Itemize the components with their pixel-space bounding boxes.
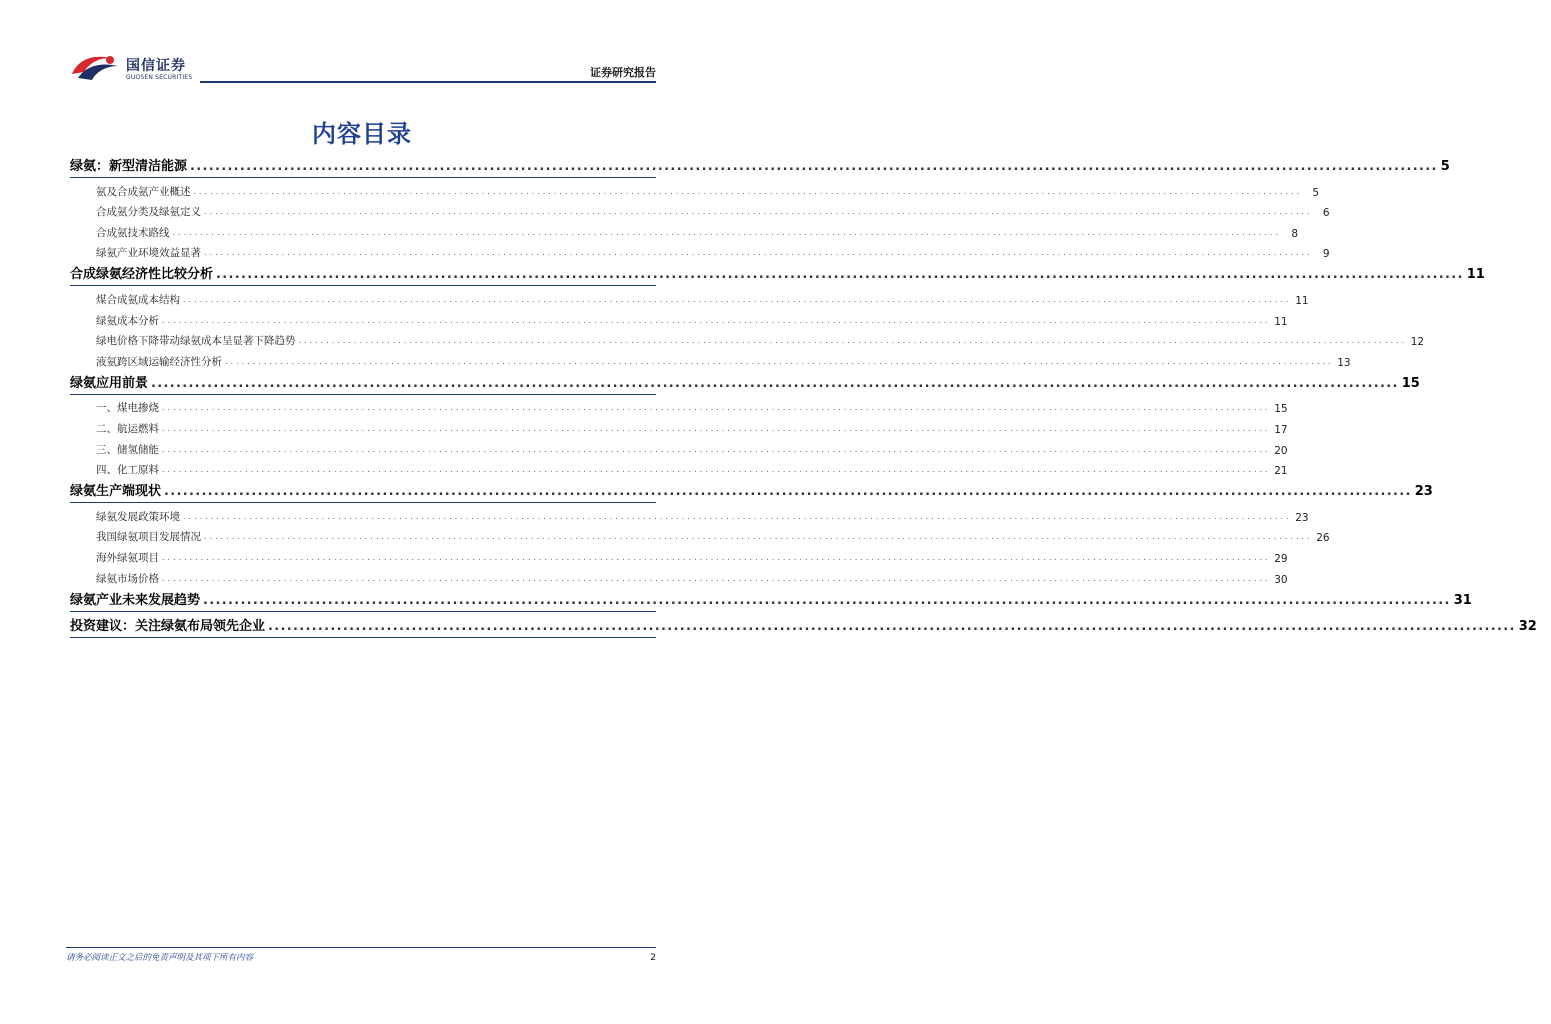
- toc-subsection-page: 13: [1337, 356, 1351, 369]
- toc-section-title: 绿氨产业未来发展趋势: [70, 592, 201, 608]
- toc-subsection-title: 三、储氢储能: [96, 443, 159, 456]
- toc-section-entry[interactable]: [70, 263, 1485, 286]
- footer-divider: [66, 947, 656, 948]
- toc-section-page: 11: [1466, 267, 1485, 283]
- guosen-logo-icon: [70, 52, 122, 82]
- toc-subsection-title: 海外绿氨项目: [96, 551, 159, 564]
- toc-leader-dots: ........................................................................................................................................................................................................: [204, 532, 1313, 542]
- toc-subsection-entry[interactable]: [70, 565, 1288, 586]
- toc-leader-dots: ........................................................................................................................................................................................................: [162, 403, 1271, 413]
- toc-subsection-entry[interactable]: [70, 286, 1309, 307]
- toc-title: 内容目录: [312, 120, 412, 148]
- toc-leader-dots: ........................................................................................................................................................................................................: [204, 207, 1313, 217]
- toc-leader-dots: ........................................................................................................................................................................................................: [204, 248, 1313, 258]
- toc-subsection-entry[interactable]: [70, 307, 1288, 328]
- disclaimer-note: 请务必阅读正文之后的免责声明及其项下所有内容: [66, 953, 254, 963]
- report-type-label: 证券研究报告: [590, 66, 656, 79]
- toc-subsection-entry[interactable]: [70, 436, 1288, 457]
- toc-section-page: 15: [1401, 375, 1420, 391]
- toc-section-page: 23: [1414, 484, 1433, 500]
- toc-subsection-page: 11: [1274, 315, 1288, 328]
- toc-subsection-page: 6: [1322, 207, 1330, 220]
- toc-subsection-page: 30: [1274, 573, 1288, 586]
- toc-subsection-title: 绿氨产业环境效益显著: [96, 247, 201, 260]
- toc-subsection-entry[interactable]: [70, 328, 1425, 349]
- toc-section-entry[interactable]: [70, 615, 1537, 638]
- toc-section-page: 31: [1453, 592, 1472, 608]
- toc-subsection-entry[interactable]: [70, 178, 1320, 199]
- toc-leader-dots: ........................................................................................................................................................................................................: [162, 465, 1271, 475]
- toc-subsection-page: 8: [1291, 227, 1299, 240]
- toc-leader-dots: ........................................................................................................................................................................................................: [162, 315, 1271, 325]
- toc-leader-dots: ........................................................................................................................................................................................................: [162, 552, 1271, 562]
- toc-subsection-page: 12: [1410, 336, 1425, 349]
- toc-subsection-title: 绿氨成本分析: [96, 314, 159, 327]
- toc-subsection-title: 合成氨分类及绿氨定义: [96, 206, 201, 219]
- table-of-contents: [70, 152, 1537, 638]
- toc-subsection-title: 氨及合成氨产业概述: [96, 185, 191, 198]
- toc-leader-dots: ........................................................................................................................................................................................................: [268, 618, 1516, 634]
- toc-section-title: 绿氨：新型清洁能源: [70, 159, 188, 174]
- toc-subsection-title: 绿氨市场价格: [96, 572, 159, 585]
- toc-leader-dots: ........................................................................................................................................................................................................: [183, 511, 1292, 521]
- toc-leader-dots: ........................................................................................................................................................................................................: [298, 336, 1408, 346]
- toc-section-page: 32: [1518, 618, 1537, 634]
- toc-subsection-entry[interactable]: [70, 524, 1330, 545]
- toc-subsection-title: 一、煤电掺烧: [96, 402, 159, 415]
- toc-subsection-title: 二、航运燃料: [96, 422, 159, 435]
- toc-section-entry[interactable]: [70, 480, 1433, 503]
- toc-subsection-entry[interactable]: [70, 199, 1330, 220]
- toc-section-title: 投资建议：关注绿氨布局领先企业: [70, 618, 266, 634]
- header-divider: [200, 81, 656, 83]
- toc-leader-dots: ........................................................................................................................................................................................................: [203, 592, 1451, 608]
- toc-section-entry[interactable]: [70, 372, 1420, 395]
- toc-subsection-title: 我国绿氨项目发展情况: [96, 531, 201, 544]
- toc-leader-dots: ........................................................................................................................................................................................................: [225, 356, 1334, 366]
- toc-section-title: 绿氨生产端现状: [70, 484, 162, 500]
- logo-english-name: GUOSEN SECURITIES: [126, 74, 193, 81]
- page-number: 2: [650, 953, 656, 963]
- toc-subsection-title: 煤合成氨成本结构: [96, 293, 180, 306]
- toc-subsection-page: 23: [1295, 511, 1309, 524]
- toc-subsection-title: 液氨跨区域运输经济性分析: [96, 355, 222, 368]
- toc-subsection-page: 29: [1274, 552, 1288, 565]
- toc-subsection-page: 15: [1274, 403, 1288, 416]
- toc-leader-dots: ........................................................................................................................................................................................................: [164, 484, 1412, 500]
- toc-subsection-entry[interactable]: [70, 240, 1330, 261]
- toc-subsection-group: [70, 503, 1330, 586]
- toc-subsection-title: 绿氨发展政策环境: [96, 510, 180, 523]
- toc-leader-dots: ........................................................................................................................................................................................................: [216, 267, 1464, 283]
- toc-subsection-title: 四、化工原料: [96, 464, 159, 477]
- toc-section-entry[interactable]: [70, 589, 1472, 612]
- toc-section-entry[interactable]: [70, 155, 1450, 178]
- toc-subsection-page: 20: [1274, 444, 1288, 457]
- toc-leader-dots: ........................................................................................................................................................................................................: [162, 573, 1271, 583]
- toc-leader-dots: ........................................................................................................................................................................................................: [162, 444, 1271, 454]
- guosen-logo: [70, 50, 270, 84]
- toc-subsection-title: 合成氨技术路线: [96, 226, 170, 239]
- toc-subsection-page: 21: [1274, 465, 1288, 478]
- toc-leader-dots: ........................................................................................................................................................................................................: [190, 159, 1438, 174]
- toc-subsection-entry[interactable]: [70, 457, 1288, 478]
- toc-subsection-entry[interactable]: [70, 503, 1309, 524]
- toc-subsection-group: [70, 286, 1425, 369]
- toc-subsection-group: [70, 395, 1288, 478]
- toc-subsection-entry[interactable]: [70, 544, 1288, 565]
- toc-subsection-group: [70, 178, 1330, 261]
- toc-subsection-entry[interactable]: [70, 395, 1288, 416]
- toc-leader-dots: ........................................................................................................................................................................................................: [162, 423, 1271, 433]
- page-header: [70, 50, 656, 86]
- toc-leader-dots: ........................................................................................................................................................................................................: [193, 186, 1303, 196]
- toc-subsection-entry[interactable]: [70, 415, 1288, 436]
- toc-subsection-page: 5: [1312, 186, 1320, 199]
- toc-subsection-title: 绿电价格下降带动绿氨成本呈显著下降趋势: [96, 335, 296, 348]
- toc-section-title: 合成绿氨经济性比较分析: [70, 267, 214, 283]
- toc-subsection-page: 17: [1274, 423, 1288, 436]
- toc-section-title: 绿氨应用前景: [70, 375, 149, 391]
- toc-leader-dots: ........................................................................................................................................................................................................: [183, 294, 1292, 304]
- toc-leader-dots: ........................................................................................................................................................................................................: [151, 375, 1399, 391]
- toc-leader-dots: ........................................................................................................................................................................................................: [172, 227, 1282, 237]
- toc-subsection-entry[interactable]: [70, 348, 1351, 369]
- toc-section-page: 5: [1440, 159, 1450, 174]
- toc-subsection-page: 9: [1322, 248, 1330, 261]
- toc-subsection-page: 11: [1295, 294, 1309, 307]
- toc-subsection-entry[interactable]: [70, 219, 1299, 240]
- logo-chinese-name: 国信证券: [126, 58, 186, 74]
- toc-subsection-page: 26: [1316, 532, 1330, 545]
